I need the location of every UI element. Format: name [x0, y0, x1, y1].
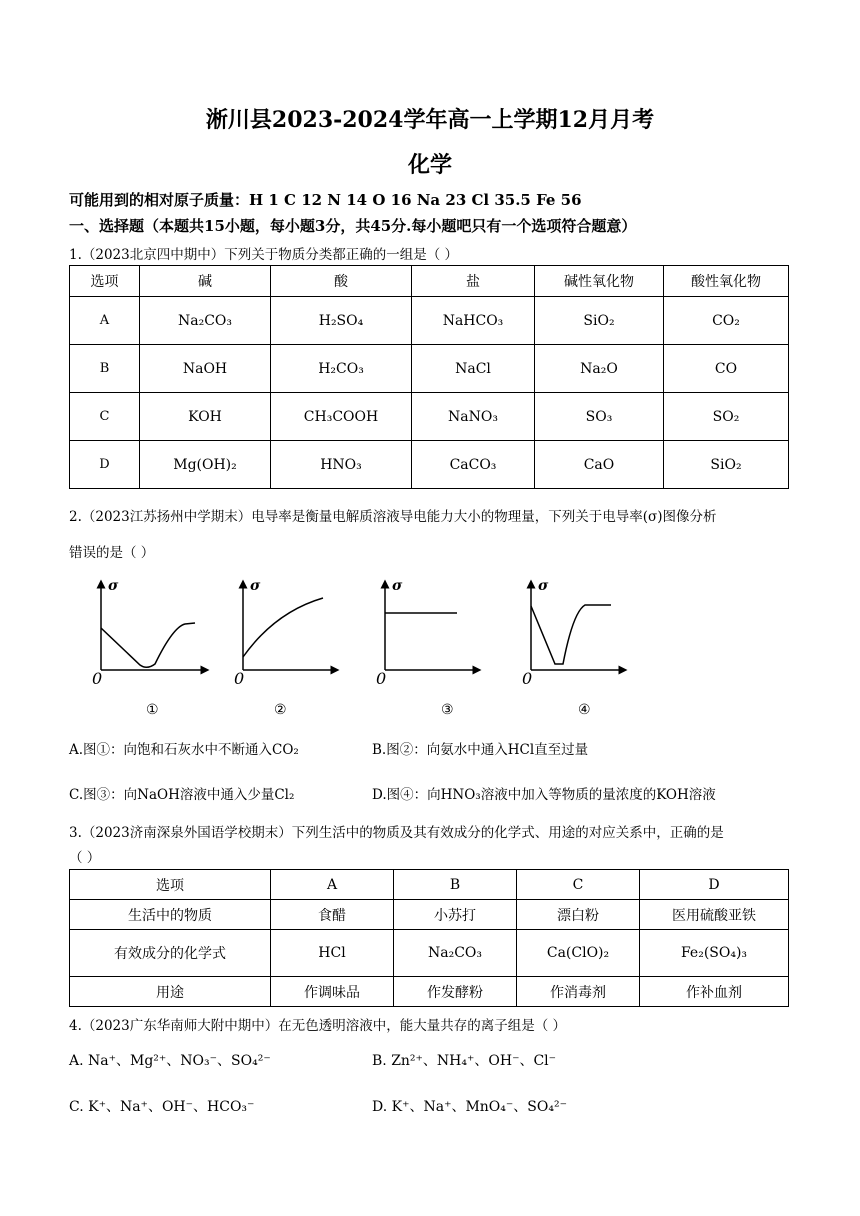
- atomic-masses: 可能用到的相对原子质量：H 1 C 12 N 14 O 16 Na 23 Cl 35.5 Fe 56: [69, 191, 582, 209]
- table-cell: Na₂CO₃: [140, 297, 271, 345]
- table-cell: NaOH: [140, 345, 271, 393]
- table-cell: 有效成分的化学式: [70, 930, 271, 977]
- q2-option-c: C.图③：向NaOH溶液中通入少量Cl₂: [69, 787, 295, 803]
- table-cell: Fe₂(SO₄)₃: [640, 930, 789, 977]
- table-cell: NaNO₃: [412, 393, 535, 441]
- q1-table: [69, 265, 789, 489]
- q2-graphs: [85, 572, 645, 692]
- q2-stem-line2: 错误的是（ ）: [69, 545, 155, 561]
- table-row: [70, 977, 789, 1007]
- q4-option-c: C. K⁺、Na⁺、OH⁻、HCO₃⁻: [69, 1099, 255, 1115]
- table-row: [70, 266, 789, 297]
- table-header-cell: C: [517, 870, 640, 900]
- graph-label-3: ③: [441, 702, 454, 718]
- q3-table: [69, 869, 789, 1007]
- page-title: 淅川县2023-2024学年高一上学期12月月考: [205, 107, 655, 133]
- table-cell: CaCO₃: [412, 441, 535, 489]
- q2-stem-line1: 2.（2023江苏扬州中学期末）电导率是衡量电解质溶液导电能力大小的物理量，下列关于电导率(σ)图像分析: [69, 509, 717, 525]
- graph-1: [101, 584, 205, 670]
- q4-option-d: D. K⁺、Na⁺、MnO₄⁻、SO₄²⁻: [372, 1099, 567, 1115]
- table-cell: SiO₂: [664, 441, 789, 489]
- table-header-cell: B: [394, 870, 517, 900]
- table-header-cell: 碱性氧化物: [535, 266, 664, 297]
- table-header-cell: 酸性氧化物: [664, 266, 789, 297]
- table-row: [70, 900, 789, 930]
- subject-title: 化学: [407, 152, 452, 178]
- sigma-label-3: σ: [392, 578, 403, 594]
- table-cell: B: [70, 345, 140, 393]
- table-cell: 作调味品: [271, 977, 394, 1007]
- graph-label-2: ②: [274, 702, 287, 718]
- table-cell: 作消毒剂: [517, 977, 640, 1007]
- sigma-label-4: σ: [538, 578, 549, 594]
- table-cell: SiO₂: [535, 297, 664, 345]
- table-cell: SO₂: [664, 393, 789, 441]
- graph-3: [385, 584, 477, 670]
- table-cell: 食醋: [271, 900, 394, 930]
- table-cell: 小苏打: [394, 900, 517, 930]
- table-cell: NaCl: [412, 345, 535, 393]
- sigma-label-1: σ: [108, 578, 119, 594]
- table-header-cell: A: [271, 870, 394, 900]
- origin-label-2: 0: [234, 669, 245, 688]
- q1-stem: 1.（2023北京四中期中）下列关于物质分类都正确的一组是（ ）: [69, 247, 459, 263]
- table-row: [70, 345, 789, 393]
- q4-option-a: A. Na⁺、Mg²⁺、NO₃⁻、SO₄²⁻: [69, 1053, 271, 1069]
- table-row: [70, 441, 789, 489]
- graph-4: [531, 584, 623, 670]
- table-cell: KOH: [140, 393, 271, 441]
- table-row: [70, 870, 789, 900]
- table-cell: 作发酵粉: [394, 977, 517, 1007]
- q3-stem-line2: （ ）: [69, 850, 101, 866]
- graph-label-4: ④: [578, 702, 591, 718]
- table-header-cell: 选项: [70, 870, 271, 900]
- table-cell: 用途: [70, 977, 271, 1007]
- table-header-cell: 碱: [140, 266, 271, 297]
- origin-label-3: 0: [376, 669, 387, 688]
- table-cell: Ca(ClO)₂: [517, 930, 640, 977]
- table-cell: CaO: [535, 441, 664, 489]
- table-header-cell: 选项: [70, 266, 140, 297]
- table-cell: SO₃: [535, 393, 664, 441]
- table-cell: Mg(OH)₂: [140, 441, 271, 489]
- graph-2-curve: [243, 598, 323, 657]
- q2-option-a: A.图①：向饱和石灰水中不断通入CO₂: [69, 742, 299, 758]
- graph-4-curve: [531, 605, 611, 664]
- table-cell: CO: [664, 345, 789, 393]
- table-cell: 医用硫酸亚铁: [640, 900, 789, 930]
- table-cell: CH₃COOH: [271, 393, 412, 441]
- table-header-cell: 盐: [412, 266, 535, 297]
- table-cell: 漂白粉: [517, 900, 640, 930]
- table-cell: C: [70, 393, 140, 441]
- table-header-cell: 酸: [271, 266, 412, 297]
- q3-stem-line1: 3.（2023济南深泉外国语学校期末）下列生活中的物质及其有效成分的化学式、用途的对应关系中，正确的是: [69, 825, 724, 841]
- table-cell: HNO₃: [271, 441, 412, 489]
- sigma-label-2: σ: [250, 578, 261, 594]
- table-cell: 作补血剂: [640, 977, 789, 1007]
- table-header-cell: D: [640, 870, 789, 900]
- table-cell: A: [70, 297, 140, 345]
- table-cell: H₂CO₃: [271, 345, 412, 393]
- table-cell: NaHCO₃: [412, 297, 535, 345]
- table-cell: HCl: [271, 930, 394, 977]
- graph-2: [243, 584, 335, 670]
- table-row: [70, 297, 789, 345]
- table-cell: D: [70, 441, 140, 489]
- graph-1-curve: [101, 623, 195, 667]
- table-cell: Na₂O: [535, 345, 664, 393]
- table-cell: 生活中的物质: [70, 900, 271, 930]
- origin-label-4: 0: [522, 669, 533, 688]
- q4-option-b: B. Zn²⁺、NH₄⁺、OH⁻、Cl⁻: [372, 1053, 557, 1069]
- table-row: [70, 930, 789, 977]
- q4-stem: 4.（2023广东华南师大附中期中）在无色透明溶液中，能大量共存的离子组是（ ）: [69, 1018, 567, 1034]
- table-row: [70, 393, 789, 441]
- graph-label-1: ①: [146, 702, 159, 718]
- origin-label-1: 0: [92, 669, 103, 688]
- table-cell: Na₂CO₃: [394, 930, 517, 977]
- q2-option-d: D.图④：向HNO₃溶液中加入等物质的量浓度的KOH溶液: [372, 787, 716, 803]
- table-cell: CO₂: [664, 297, 789, 345]
- q2-option-b: B.图②：向氨水中通入HCl直至过量: [372, 742, 589, 758]
- section-heading: 一、选择题（本题共15小题，每小题3分，共45分.每小题吧只有一个选项符合题意）: [69, 217, 637, 235]
- table-cell: H₂SO₄: [271, 297, 412, 345]
